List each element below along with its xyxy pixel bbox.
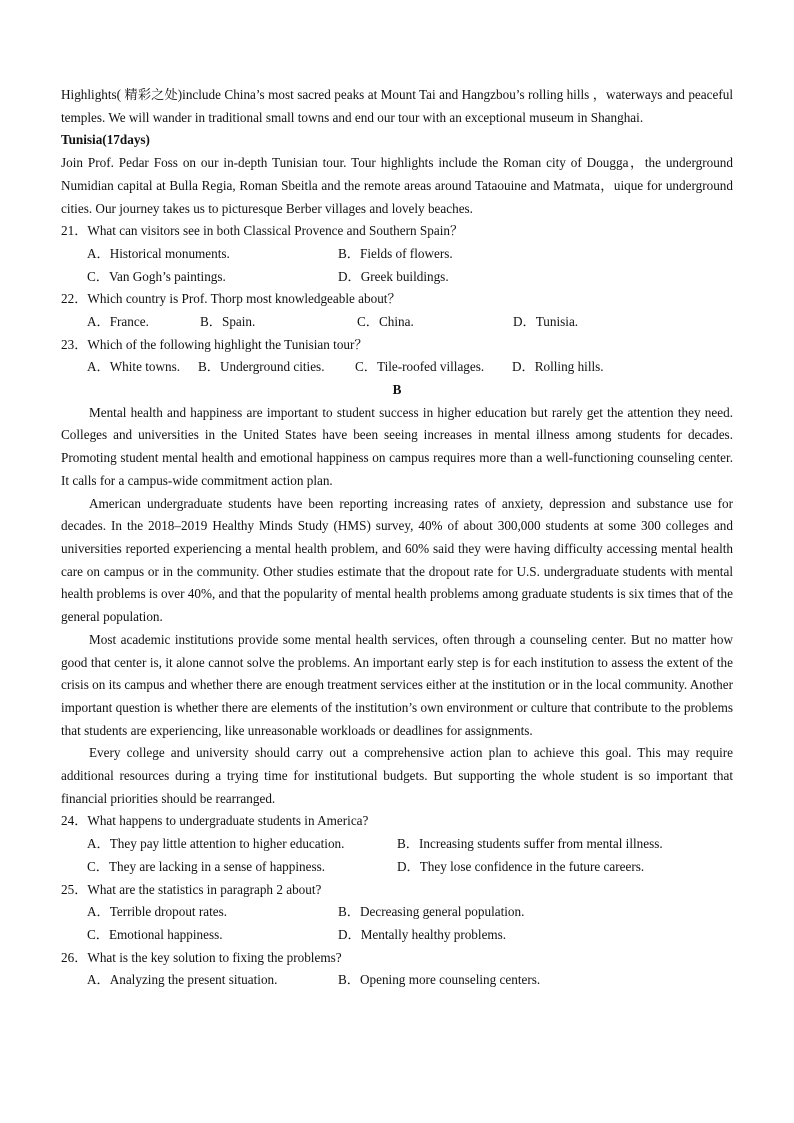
question-22-stem: 22．Which country is Prof. Thorp most knowledgeable about？ bbox=[61, 291, 401, 307]
section-b-paragraph-4: Every college and university should carry out a comprehensive action plan to achieve this goal. This may require additional resources during a trying time for institutional budgets. But supporting the whole student is so important that financial priorities should be rearranged. bbox=[61, 745, 733, 806]
option-a[interactable]: A．Historical monuments. bbox=[87, 245, 230, 261]
option-c[interactable]: C．They are lacking in a sense of happiness. bbox=[87, 858, 326, 874]
china-highlights-paragraph: Highlights( 精彩之处)include China’s most sacred peaks at Mount Tai and Hangzbou’s rolling hills ，waterways and peaceful temples. We will wander in traditional small towns and end our tour with an exceptional museum in Shanghai. bbox=[61, 87, 733, 125]
exam-page bbox=[61, 84, 733, 992]
option-a[interactable]: A．France. bbox=[87, 314, 149, 329]
option-b[interactable]: B．Increasing students suffer from mental illness. bbox=[397, 836, 663, 852]
option-b[interactable]: B．Decreasing general population. bbox=[338, 904, 525, 920]
section-b-heading: B bbox=[392, 382, 402, 398]
option-b[interactable]: B．Opening more counseling centers. bbox=[338, 972, 541, 988]
option-a[interactable]: A．They pay little attention to higher education. bbox=[87, 836, 345, 852]
option-c[interactable]: C．Emotional happiness. bbox=[87, 926, 223, 942]
option-c[interactable]: C．Tile-roofed villages. bbox=[355, 359, 485, 375]
tunisia-heading: Tunisia(17days) bbox=[61, 132, 150, 148]
section-b-paragraph-2: American undergraduate students have been reporting increasing rates of anxiety, depression and substance use for decades. In the 2018–2019 Healthy Minds Study (HMS) survey, 40% of about 300,000 students at some 300 colleges and universities reported experiencing a mental health problem, and 60% said they were having difficulty accessing mental health care on campus or in the community. Other studies estimate that the dropout rate for U.S. undergraduate students with mental health problems is over 40%, and that the popularity of mental health problems among graduate students is six times that of the general population. bbox=[61, 495, 733, 625]
question-24-stem: 24．What happens to undergraduate students in America? bbox=[61, 813, 369, 829]
question-25-options-row-1 bbox=[61, 901, 733, 924]
option-a[interactable]: A．Analyzing the present situation. bbox=[87, 972, 278, 988]
section-b-paragraph-1: Mental health and happiness are important to student success in higher education but rarely get the attention they need. Colleges and universities in the United States have been seeing increases in mental illness among students for decades. Promoting student mental health and emotional happiness on campus requires more than a well-functioning counseling center. It calls for a campus-wide commitment action plan. bbox=[61, 404, 733, 488]
option-d[interactable]: D．They lose confidence in the future careers. bbox=[397, 858, 645, 874]
option-a[interactable]: A．White towns. bbox=[87, 359, 181, 375]
question-21-options-row-2 bbox=[61, 266, 733, 289]
option-b[interactable]: B．Spain. bbox=[200, 314, 256, 329]
question-24-options-row-2 bbox=[61, 856, 733, 879]
question-24-options-row-1 bbox=[61, 833, 733, 856]
question-22-options bbox=[61, 311, 733, 334]
option-d[interactable]: D．Greek buildings. bbox=[338, 268, 449, 284]
option-b[interactable]: B．Fields of flowers. bbox=[338, 245, 453, 261]
question-21-stem: 21．What can visitors see in both Classical Provence and Southern Spain？ bbox=[61, 223, 464, 239]
section-b-paragraph-3: Most academic institutions provide some mental health services, often through a counseling center. But no matter how good that center is, it alone cannot solve the problems. An important early step is for each institution to assess the extent of the crisis on its campus and whether there are enough treatment services either at the institution or in the local community. Another important question is whether there are elements of the institution’s own environment or culture that contribute to the problems that students are experiencing, like unreasonable workloads or deadlines for assignments. bbox=[61, 631, 733, 738]
option-b[interactable]: B．Underground cities. bbox=[198, 359, 325, 375]
question-21-options-row-1 bbox=[61, 243, 733, 266]
option-d[interactable]: D．Tunisia. bbox=[513, 314, 579, 329]
option-d[interactable]: D．Mentally healthy problems. bbox=[338, 926, 507, 942]
question-26-stem: 26．What is the key solution to fixing the problems? bbox=[61, 949, 342, 965]
tunisia-paragraph: Join Prof. Pedar Foss on our in-depth Tunisian tour. Tour highlights include the Roman city of Dougga，the underground Numidian capital at Bulla Regia, Roman Sbeitla and the remote areas around Tataouine and Matmata，uique for underground cities. Our journey takes us to picturesque Berber villages and lovely beaches. bbox=[61, 155, 733, 216]
question-26-options-row-1 bbox=[61, 969, 733, 992]
question-25-options-row-2 bbox=[61, 924, 733, 947]
option-a[interactable]: A．Terrible dropout rates. bbox=[87, 904, 228, 920]
question-23-stem: 23．Which of the following highlight the Tunisian tour？ bbox=[61, 336, 368, 352]
option-c[interactable]: C．China. bbox=[357, 314, 414, 329]
option-d[interactable]: D．Rolling hills. bbox=[512, 359, 604, 375]
question-23-options bbox=[61, 356, 733, 379]
option-c[interactable]: C．Van Gogh’s paintings. bbox=[87, 268, 226, 284]
question-25-stem: 25．What are the statistics in paragraph 2 about? bbox=[61, 881, 322, 897]
